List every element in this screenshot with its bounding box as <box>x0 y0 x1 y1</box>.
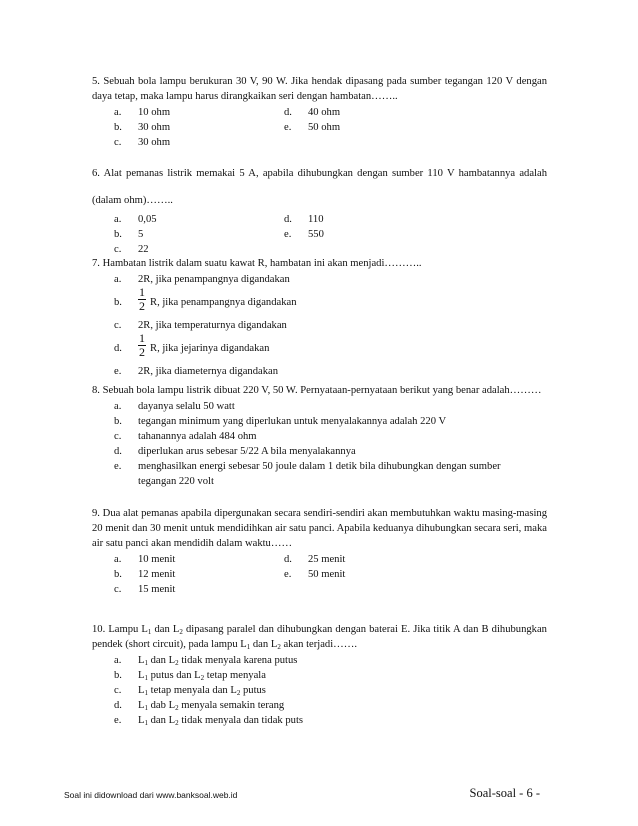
option-letter: b. <box>114 297 122 308</box>
option-row <box>92 713 547 728</box>
option-letter: c. <box>114 320 122 331</box>
question-stem: 8. Sebuah bola lampu listrik dibuat 220 V, 50 W. Pernyataan-pernyataan berikut yang benar adalah……… <box>92 385 542 396</box>
question-stem: 6. Alat pemanas listrik memakai 5 A, apabila dihubungkan dengan sumber 110 V hambatannya adalah (dalam ohm)…….. <box>92 168 547 206</box>
option-text: 50 ohm <box>308 122 341 133</box>
option-letter: c. <box>114 685 122 696</box>
option-letter: a. <box>114 655 122 666</box>
option-letter: e. <box>114 366 122 377</box>
option-row <box>92 683 547 698</box>
fraction-one-half: $\frac{1}{2}$ <box>139 285 145 313</box>
options <box>92 272 547 379</box>
option-text: $L_1$ putus dan $L_2$ tetap menyala <box>138 670 266 682</box>
option-text: tahanannya adalah 484 ohm <box>138 431 257 442</box>
option-row <box>92 105 547 120</box>
option-letter: a. <box>114 401 122 412</box>
option-text: 22 <box>138 244 149 255</box>
option-text: diperlukan arus sebesar 5/22 A bila menyalakannya <box>138 446 356 457</box>
option-row <box>92 120 547 135</box>
option-letter: a. <box>114 107 122 118</box>
option-text: 50 menit <box>308 569 346 580</box>
option-text: 5 <box>138 229 144 240</box>
option-letter: e. <box>284 569 292 580</box>
option-letter: a. <box>114 214 122 225</box>
question-8 <box>92 383 547 489</box>
question-stem: 10. Lampu $L_1$ dan $L_2$ dipasang paralel dan dihubungkan dengan baterai E. Jika titik A dan B dihubungkan pendek (short circuit), pada lampu $L_1$ dan $L_2$ akan terjadi……. <box>92 624 547 651</box>
question-10 <box>92 622 547 728</box>
option-letter: c. <box>114 137 122 148</box>
options <box>92 653 547 728</box>
option-letter: d. <box>114 343 122 354</box>
option-continuation: tegangan 220 volt <box>138 476 214 487</box>
option-letter: a. <box>114 274 122 285</box>
option-text: 15 menit <box>138 584 176 595</box>
option-row <box>92 653 547 668</box>
question-stem: 5. Sebuah bola lampu berukuran 30 V, 90 W. Jika hendak dipasang pada sumber tegangan 120 V dengan daya tetap, maka lampu harus dirangkaikan seri dengan hambatan…….. <box>92 76 547 102</box>
option-text: tegangan minimum yang diperlukan untuk menyalakannya adalah 220 V <box>138 416 447 427</box>
option-letter: c. <box>114 431 122 442</box>
option-row <box>92 333 547 364</box>
option-letter: b. <box>114 122 122 133</box>
option-row <box>92 399 547 414</box>
option-text: 0,05 <box>138 214 157 225</box>
option-letter: c. <box>114 244 122 255</box>
option-letter: b. <box>114 229 122 240</box>
option-text: 25 menit <box>308 554 346 565</box>
option-letter: b. <box>114 670 122 681</box>
option-row <box>92 242 547 257</box>
option-letter: a. <box>114 554 122 565</box>
option-row <box>92 272 547 287</box>
question-stem: 9. Dua alat pemanas apabila dipergunakan secara sendiri-sendiri akan membutuhkan waktu masing-masing 20 menit dan 30 menit untuk mendidihkan air satu panci. Apabila keduanya dihubungkan secara seri, maka air satu panci akan mendidih dalam waktu…… <box>92 508 547 549</box>
option-text: 40 ohm <box>308 107 341 118</box>
question-5 <box>92 74 547 150</box>
option-text: menghasilkan energi sebesar 50 joule dalam 1 detik bila dihubungkan dengan sumber <box>138 461 501 472</box>
options <box>92 399 547 489</box>
option-letter: b. <box>114 416 122 427</box>
option-letter: d. <box>284 107 292 118</box>
question-6 <box>92 160 547 257</box>
option-text: dayanya selalu 50 watt <box>138 401 235 412</box>
option-text: R, jika penampangnya digandakan <box>150 297 297 308</box>
option-text: 30 ohm <box>138 137 171 148</box>
question-9 <box>92 506 547 597</box>
option-text: $L_1$ dab $L_2$ menyala semakin terang <box>138 700 285 712</box>
option-row <box>92 444 547 459</box>
option-letter: d. <box>284 554 292 565</box>
option-row <box>92 227 547 242</box>
option-row <box>92 567 547 582</box>
option-text: $L_1$ dan $L_2$ tidak menyala dan tidak puts <box>138 715 304 727</box>
option-text: $L_1$ dan $L_2$ tidak menyala karena putus <box>138 655 298 667</box>
options <box>92 105 547 150</box>
options <box>92 212 547 257</box>
option-row <box>92 135 547 150</box>
option-text: $L_1$ tetap menyala dan $L_2$ putus <box>138 685 266 697</box>
option-letter: c. <box>114 584 122 595</box>
option-text: 10 menit <box>138 554 176 565</box>
page-number: Soal-soal - 6 - <box>469 786 540 800</box>
option-row <box>92 429 547 444</box>
option-text: 12 menit <box>138 569 176 580</box>
option-text: 2R, jika temperaturnya digandakan <box>138 320 287 331</box>
option-letter: e. <box>114 461 122 472</box>
options <box>92 552 547 597</box>
option-row <box>92 212 547 227</box>
option-row <box>92 698 547 713</box>
option-letter: e. <box>284 229 292 240</box>
footer-source: Soal ini didownload dari www.banksoal.web.id <box>64 790 238 800</box>
option-row <box>92 364 547 379</box>
option-row <box>92 287 547 318</box>
option-row <box>92 318 547 333</box>
option-letter: d. <box>114 700 122 711</box>
option-row <box>92 552 547 567</box>
option-text: 10 ohm <box>138 107 171 118</box>
option-text: 30 ohm <box>138 122 171 133</box>
option-letter: b. <box>114 569 122 580</box>
option-text: 550 <box>308 229 324 240</box>
option-row <box>92 459 547 474</box>
option-letter: e. <box>114 715 122 726</box>
option-text: 2R, jika penampangnya digandakan <box>138 274 290 285</box>
question-stem: 7. Hambatan listrik dalam suatu kawat R, hambatan ini akan menjadi……….. <box>92 258 422 269</box>
option-row <box>92 582 547 597</box>
question-7 <box>92 256 547 379</box>
option-text: 2R, jika diameternya digandakan <box>138 366 279 377</box>
option-letter: d. <box>114 446 122 457</box>
option-text: R, jika jejarinya digandakan <box>150 343 270 354</box>
option-row <box>92 414 547 429</box>
option-text: 110 <box>308 214 324 225</box>
option-letter: d. <box>284 214 292 225</box>
option-letter: e. <box>284 122 292 133</box>
fraction-one-half: $\frac{1}{2}$ <box>139 331 145 359</box>
option-row <box>92 668 547 683</box>
